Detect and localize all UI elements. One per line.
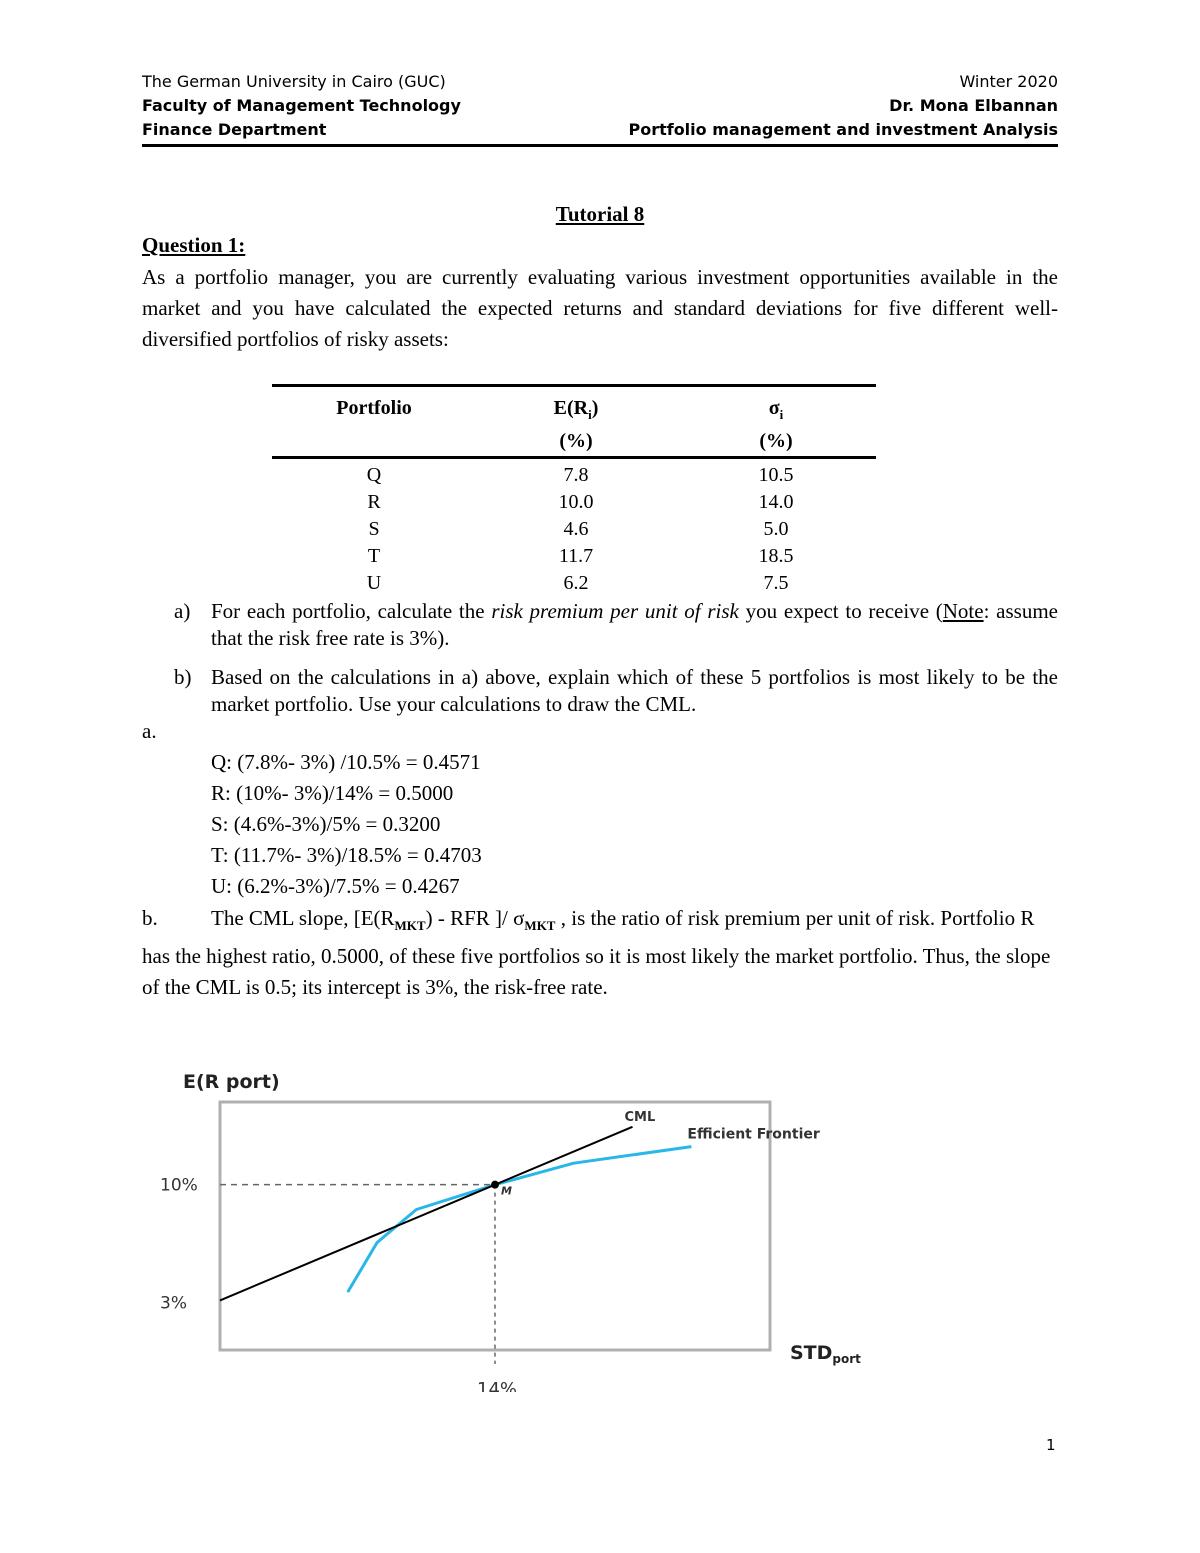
y-tick-label: 10%: [160, 1175, 198, 1196]
table-header: [272, 387, 876, 454]
table-body: [272, 459, 876, 597]
cell-sd: 5.0: [763, 518, 789, 540]
market-point-label: M: [501, 1184, 512, 1198]
x-axis-label: [790, 1342, 861, 1366]
header-department: Finance Department: [142, 120, 327, 139]
cell-er: 6.2: [563, 572, 589, 594]
header-std-dev: [676, 395, 876, 454]
answer-b-sub2: MKT: [524, 918, 556, 934]
cell-sd: 14.0: [758, 491, 794, 513]
calc-line: Q: (7.8%- 3%) /10.5% = 0.4571: [211, 750, 481, 774]
header-portfolio: Portfolio: [336, 397, 412, 419]
cell-portfolio: U: [366, 572, 382, 594]
header-sigma: σ: [768, 397, 780, 419]
table-row: [272, 516, 876, 543]
a-note-label: Note: [942, 599, 984, 623]
table-row: [272, 570, 876, 597]
header-faculty: Faculty of Management Technology: [142, 96, 461, 115]
x-tick-label: 14%: [477, 1379, 518, 1392]
header-expected-return: [476, 395, 676, 454]
portfolio-table: [272, 384, 876, 597]
page-number: 1: [1046, 1436, 1056, 1454]
a-text-part2: you expect to receive (: [738, 599, 943, 623]
list-text-b: Based on the calculations in a) above, explain which of these 5 portfolios is most likely to be the market portfolio. Use your calculations to draw the CML.: [211, 665, 1058, 716]
a-text-emphasis: risk premium per unit of risk: [491, 599, 739, 623]
list-item-a: [174, 598, 1058, 652]
calc-line: S: (4.6%-3%)/5% = 0.3200: [211, 812, 441, 836]
header-divider: [142, 144, 1058, 147]
cell-er: 10.0: [558, 491, 594, 513]
cell-portfolio: T: [367, 545, 381, 567]
header-er-unit: (%): [559, 430, 593, 452]
header-course: Portfolio management and investment Analysis: [628, 120, 1058, 139]
answer-b-label: b.: [142, 906, 158, 930]
table-row: [272, 489, 876, 516]
cell-portfolio: S: [368, 518, 380, 540]
table-row: [272, 462, 876, 489]
header-instructor: Dr. Mona Elbannan: [889, 96, 1058, 115]
market-portfolio-point: [491, 1181, 499, 1189]
cell-er: 4.6: [563, 518, 589, 540]
answer-a-label: a.: [142, 719, 157, 743]
cell-portfolio: Q: [366, 464, 382, 486]
list-item-b: [174, 664, 1058, 718]
list-text-a: [211, 598, 1058, 652]
efficient-frontier-label: Efficient Frontier: [687, 1126, 820, 1143]
x-axis-label-sub: port: [832, 1352, 861, 1366]
cell-sd: 10.5: [758, 464, 794, 486]
header-er-close: ): [591, 397, 599, 419]
answer-b-text3: , is the ratio of risk premium per unit of risk. Portfolio R has the highest ratio, 0.5000, of these five portfolios so it is most likely the market portfolio. Thus, the slope of the CML is 0.5; its intercept is 3%, the risk-free rate.: [142, 906, 1051, 1000]
cml-chart-svg: [150, 1062, 890, 1392]
calc-line: T: (11.7%- 3%)/18.5% = 0.4703: [211, 843, 482, 867]
header-term: Winter 2020: [959, 72, 1058, 91]
page-header: [142, 70, 1058, 142]
page-title: Tutorial 8: [555, 202, 645, 226]
cml-label: CML: [624, 1109, 656, 1125]
cell-sd: 7.5: [763, 572, 789, 594]
calc-line: U: (6.2%-3%)/7.5% = 0.4267: [211, 874, 460, 898]
cell-er: 11.7: [558, 545, 594, 567]
cell-sd: 18.5: [758, 545, 794, 567]
y-tick-label: 3%: [160, 1293, 187, 1314]
table-row: [272, 543, 876, 570]
calc-line: R: (10%- 3%)/14% = 0.5000: [211, 781, 454, 805]
list-marker-a: a): [174, 599, 191, 623]
question-intro: As a portfolio manager, you are currently evaluating various investment opportunities available in the market and you have calculated the expected returns and standard deviations for five different well-diversified portfolios of risky assets:: [142, 265, 1058, 351]
cell-portfolio: R: [367, 491, 381, 513]
header-sd-unit: (%): [759, 430, 793, 452]
list-marker-b: b): [174, 665, 192, 689]
header-er-sub: i: [588, 407, 592, 422]
answer-b-text1: The CML slope, [E(R: [211, 906, 395, 930]
answer-b-text2: ) - RFR ]/ σ: [425, 906, 525, 930]
a-text-part3: : assume that the risk free rate is 3%).: [211, 599, 1058, 650]
cell-er: 7.8: [563, 464, 589, 486]
cml-chart: [150, 1062, 890, 1392]
y-axis-label: E(R port): [183, 1071, 280, 1093]
header-university: The German University in Cairo (GUC): [142, 72, 446, 91]
header-sigma-sub: i: [779, 407, 784, 422]
a-text-part1: For each portfolio, calculate the: [211, 599, 492, 623]
header-er-text: E(R: [553, 397, 589, 419]
question-heading: Question 1:: [142, 233, 246, 257]
x-axis-label-main: STD: [790, 1342, 833, 1364]
answer-b-sub1: MKT: [394, 918, 426, 934]
answer-b-paragraph: [142, 903, 1058, 1003]
